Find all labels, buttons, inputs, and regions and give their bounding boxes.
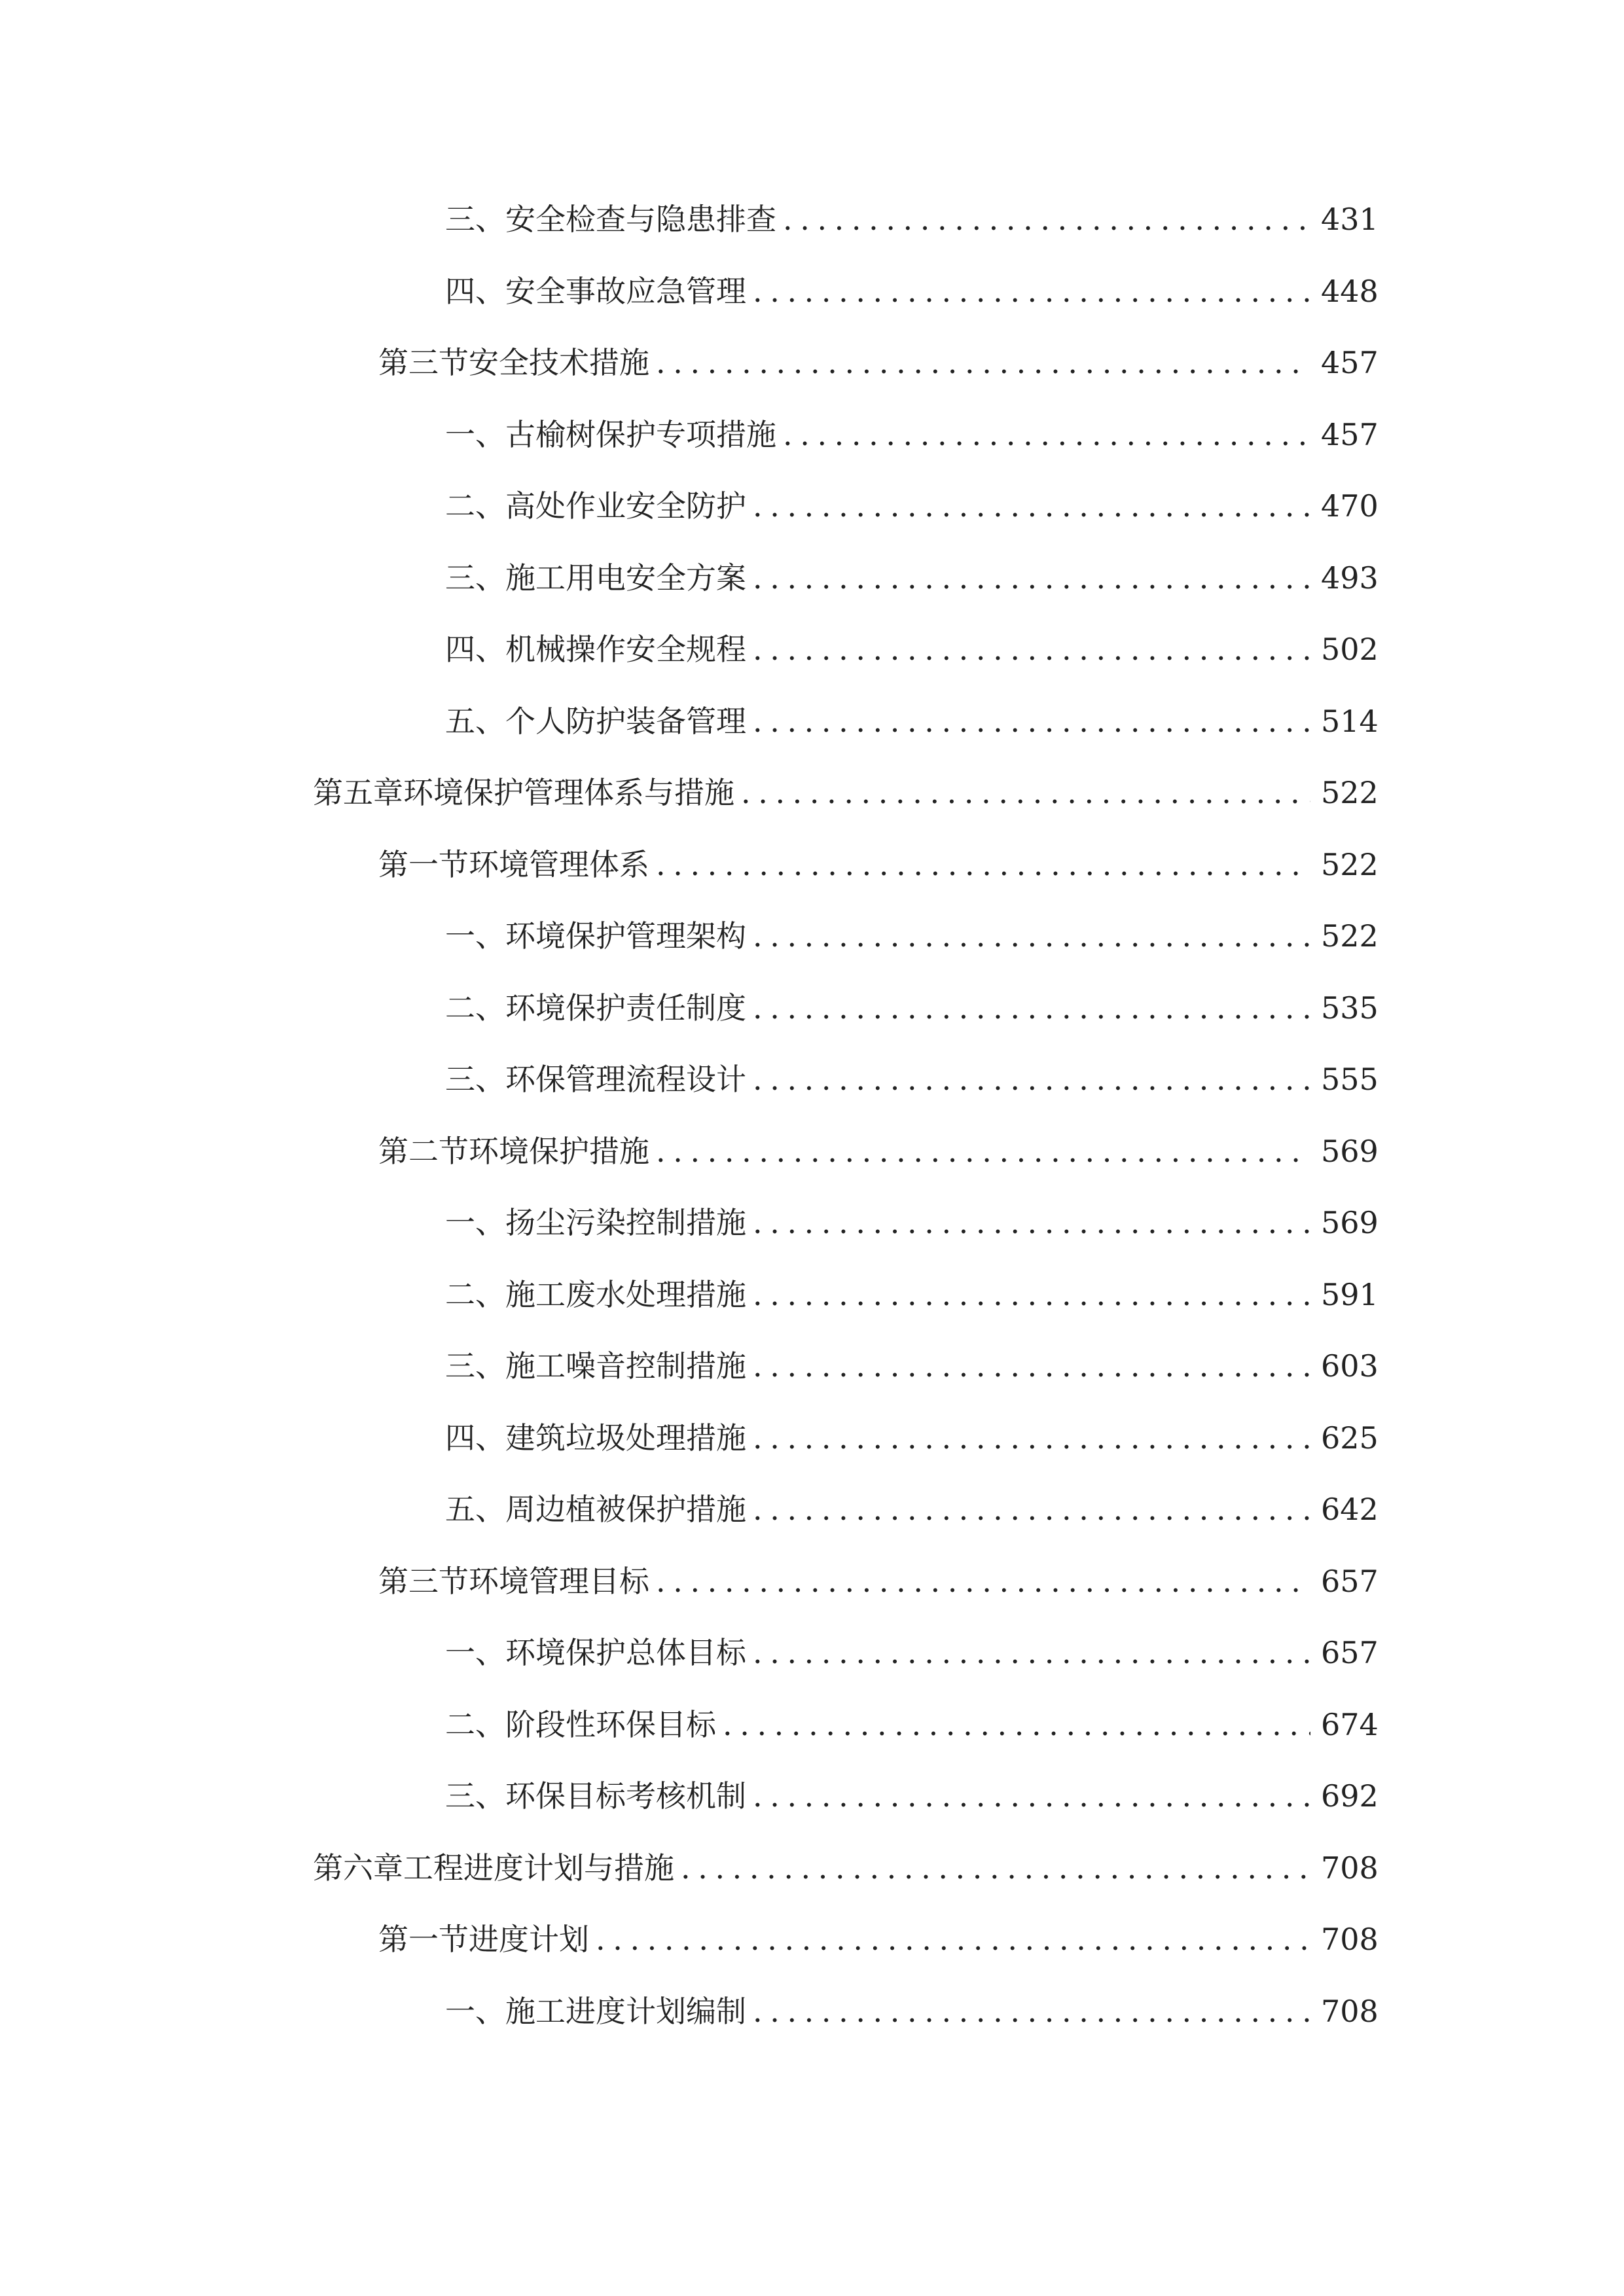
dot-leader bbox=[753, 1773, 1310, 1819]
toc-entry-title: 机械操作安全规程 bbox=[505, 632, 746, 667]
toc-entry[interactable] bbox=[445, 412, 1379, 457]
toc-entry-number: 五、 bbox=[445, 704, 505, 739]
toc-entry-title: 工程进度计划与措施 bbox=[403, 1850, 674, 1886]
toc-entry[interactable] bbox=[378, 340, 1379, 386]
toc-entry-title: 环保管理流程设计 bbox=[505, 1062, 746, 1097]
toc-entry[interactable] bbox=[445, 268, 1379, 314]
toc-entry-number: 第三节 bbox=[378, 1564, 469, 1599]
toc-entry-title: 环境保护管理架构 bbox=[505, 918, 746, 954]
toc-entry-number: 三、 bbox=[445, 560, 505, 596]
dot-leader bbox=[753, 555, 1310, 601]
toc-entry[interactable] bbox=[445, 626, 1379, 672]
toc-entry-title: 安全事故应急管理 bbox=[505, 274, 746, 309]
toc-entry-title: 进度计划 bbox=[469, 1922, 589, 1957]
toc-entry-page: 708 bbox=[1321, 1850, 1379, 1886]
dot-leader bbox=[656, 1558, 1310, 1604]
toc-entry-page: 569 bbox=[1321, 1205, 1379, 1240]
toc-entry-number: 二、 bbox=[445, 1707, 505, 1742]
toc-entry-page: 708 bbox=[1321, 1922, 1379, 1957]
toc-entry-number: 第一节 bbox=[378, 1922, 469, 1957]
toc-entry[interactable] bbox=[445, 1630, 1379, 1676]
toc-entry[interactable] bbox=[313, 770, 1379, 816]
toc-entry-title: 环境保护总体目标 bbox=[505, 1635, 746, 1670]
toc-entry-number: 四、 bbox=[445, 632, 505, 667]
toc-entry-title: 阶段性环保目标 bbox=[505, 1707, 716, 1742]
toc-entry[interactable] bbox=[445, 1272, 1379, 1318]
dot-leader bbox=[656, 1128, 1310, 1174]
toc-entry[interactable] bbox=[445, 1486, 1379, 1532]
dot-leader bbox=[753, 1630, 1310, 1676]
toc-entry-page: 514 bbox=[1321, 704, 1379, 739]
toc-entry-page: 522 bbox=[1321, 847, 1379, 882]
toc-entry[interactable] bbox=[445, 1056, 1379, 1102]
toc-entry-number: 一、 bbox=[445, 1994, 505, 2029]
toc-entry-title: 环境保护管理体系与措施 bbox=[403, 775, 734, 810]
dot-leader bbox=[783, 412, 1310, 457]
toc-entry-page: 708 bbox=[1321, 1994, 1379, 2029]
dot-leader bbox=[596, 1916, 1310, 1962]
toc-entry-title: 施工废水处理措施 bbox=[505, 1277, 746, 1312]
toc-entry-page: 642 bbox=[1321, 1492, 1379, 1527]
dot-leader bbox=[753, 1415, 1310, 1461]
toc-entry[interactable] bbox=[445, 555, 1379, 601]
toc-entry-title: 扬尘污染控制措施 bbox=[505, 1205, 746, 1240]
dot-leader bbox=[656, 842, 1310, 888]
toc-entry-title: 环境保护责任制度 bbox=[505, 990, 746, 1026]
toc-entry[interactable] bbox=[445, 913, 1379, 959]
toc-entry[interactable] bbox=[378, 1558, 1379, 1604]
toc-entry-number: 四、 bbox=[445, 1420, 505, 1456]
toc-entry-page: 493 bbox=[1321, 560, 1379, 596]
toc-entry-title: 环境保护措施 bbox=[469, 1134, 649, 1169]
toc-entry-title: 施工噪音控制措施 bbox=[505, 1348, 746, 1384]
toc-entry-number: 四、 bbox=[445, 274, 505, 309]
toc-entry-number: 五、 bbox=[445, 1492, 505, 1527]
dot-leader bbox=[753, 1200, 1310, 1246]
toc-entry[interactable] bbox=[378, 842, 1379, 888]
toc-entry-number: 第六章 bbox=[313, 1850, 403, 1886]
toc-entry-title: 个人防护装备管理 bbox=[505, 704, 746, 739]
toc-entry-number: 二、 bbox=[445, 488, 505, 524]
dot-leader bbox=[753, 626, 1310, 672]
dot-leader bbox=[753, 1486, 1310, 1532]
dot-leader bbox=[753, 913, 1310, 959]
toc-entry-number: 三、 bbox=[445, 1778, 505, 1814]
toc-entry-title: 施工用电安全方案 bbox=[505, 560, 746, 596]
dot-leader bbox=[753, 268, 1310, 314]
dot-leader bbox=[753, 985, 1310, 1031]
toc-entry[interactable] bbox=[445, 985, 1379, 1031]
dot-leader bbox=[753, 698, 1310, 744]
toc-entry-page: 448 bbox=[1321, 274, 1379, 309]
toc-entry-title: 环境管理体系 bbox=[469, 847, 649, 882]
toc-entry-page: 457 bbox=[1321, 417, 1379, 452]
toc-entry-number: 三、 bbox=[445, 1348, 505, 1384]
toc-entry-number: 三、 bbox=[445, 202, 505, 237]
toc-entry[interactable] bbox=[378, 1916, 1379, 1962]
toc-entry[interactable] bbox=[445, 1415, 1379, 1461]
toc-entry[interactable] bbox=[445, 1200, 1379, 1246]
toc-entry-title: 安全检查与隐患排查 bbox=[505, 202, 776, 237]
toc-entry-page: 692 bbox=[1321, 1778, 1379, 1814]
dot-leader bbox=[753, 1056, 1310, 1102]
toc-entry[interactable] bbox=[378, 1128, 1379, 1174]
toc-entry-page: 657 bbox=[1321, 1635, 1379, 1670]
toc-entry-title: 施工进度计划编制 bbox=[505, 1994, 746, 2029]
toc-entry-number: 一、 bbox=[445, 918, 505, 954]
toc-entry-page: 603 bbox=[1321, 1348, 1379, 1384]
toc-entry-title: 建筑垃圾处理措施 bbox=[505, 1420, 746, 1456]
toc-entry[interactable] bbox=[445, 483, 1379, 529]
dot-leader bbox=[741, 770, 1310, 816]
toc-entry-page: 470 bbox=[1321, 488, 1379, 524]
toc-entry-page: 657 bbox=[1321, 1564, 1379, 1599]
toc-entry-page: 522 bbox=[1321, 775, 1379, 810]
toc-entry-page: 569 bbox=[1321, 1134, 1379, 1169]
toc-entry-number: 一、 bbox=[445, 1205, 505, 1240]
toc-entry-page: 457 bbox=[1321, 345, 1379, 380]
toc-entry-number: 二、 bbox=[445, 990, 505, 1026]
toc-entry-number: 第三节 bbox=[378, 345, 469, 380]
toc-entry-page: 535 bbox=[1321, 990, 1379, 1026]
toc-entry-number: 第五章 bbox=[313, 775, 403, 810]
toc-entry-page: 522 bbox=[1321, 918, 1379, 954]
toc-entry-number: 三、 bbox=[445, 1062, 505, 1097]
toc-entry[interactable] bbox=[445, 1343, 1379, 1389]
toc-entry[interactable] bbox=[445, 1702, 1379, 1748]
dot-leader bbox=[681, 1845, 1310, 1891]
toc-entry[interactable] bbox=[445, 196, 1379, 242]
toc-entry[interactable] bbox=[445, 1773, 1379, 1819]
toc-entry-page: 555 bbox=[1321, 1062, 1379, 1097]
toc-entry-page: 591 bbox=[1321, 1277, 1379, 1312]
dot-leader bbox=[723, 1702, 1310, 1748]
dot-leader bbox=[783, 196, 1310, 242]
toc-entry-page: 625 bbox=[1321, 1420, 1379, 1456]
dot-leader bbox=[753, 1988, 1310, 2034]
toc-entry-title: 高处作业安全防护 bbox=[505, 488, 746, 524]
toc-entry-title: 环保目标考核机制 bbox=[505, 1778, 746, 1814]
toc-entry-number: 二、 bbox=[445, 1277, 505, 1312]
toc-entry-number: 一、 bbox=[445, 1635, 505, 1670]
toc-entry-page: 502 bbox=[1321, 632, 1379, 667]
toc-entry-number: 一、 bbox=[445, 417, 505, 452]
toc-entry-page: 674 bbox=[1321, 1707, 1379, 1742]
toc-entry[interactable] bbox=[313, 1845, 1379, 1891]
toc-entry-title: 环境管理目标 bbox=[469, 1564, 649, 1599]
toc-entry-number: 第一节 bbox=[378, 847, 469, 882]
dot-leader bbox=[753, 1272, 1310, 1318]
toc-entry-page: 431 bbox=[1321, 202, 1379, 237]
dot-leader bbox=[753, 483, 1310, 529]
dot-leader bbox=[656, 340, 1310, 386]
toc-entry-title: 古榆树保护专项措施 bbox=[505, 417, 776, 452]
toc-entry-title: 周边植被保护措施 bbox=[505, 1492, 746, 1527]
toc-entry[interactable] bbox=[445, 1988, 1379, 2034]
toc-entry-title: 安全技术措施 bbox=[469, 345, 649, 380]
toc-entry[interactable] bbox=[445, 698, 1379, 744]
toc-entry-number: 第二节 bbox=[378, 1134, 469, 1169]
dot-leader bbox=[753, 1343, 1310, 1389]
